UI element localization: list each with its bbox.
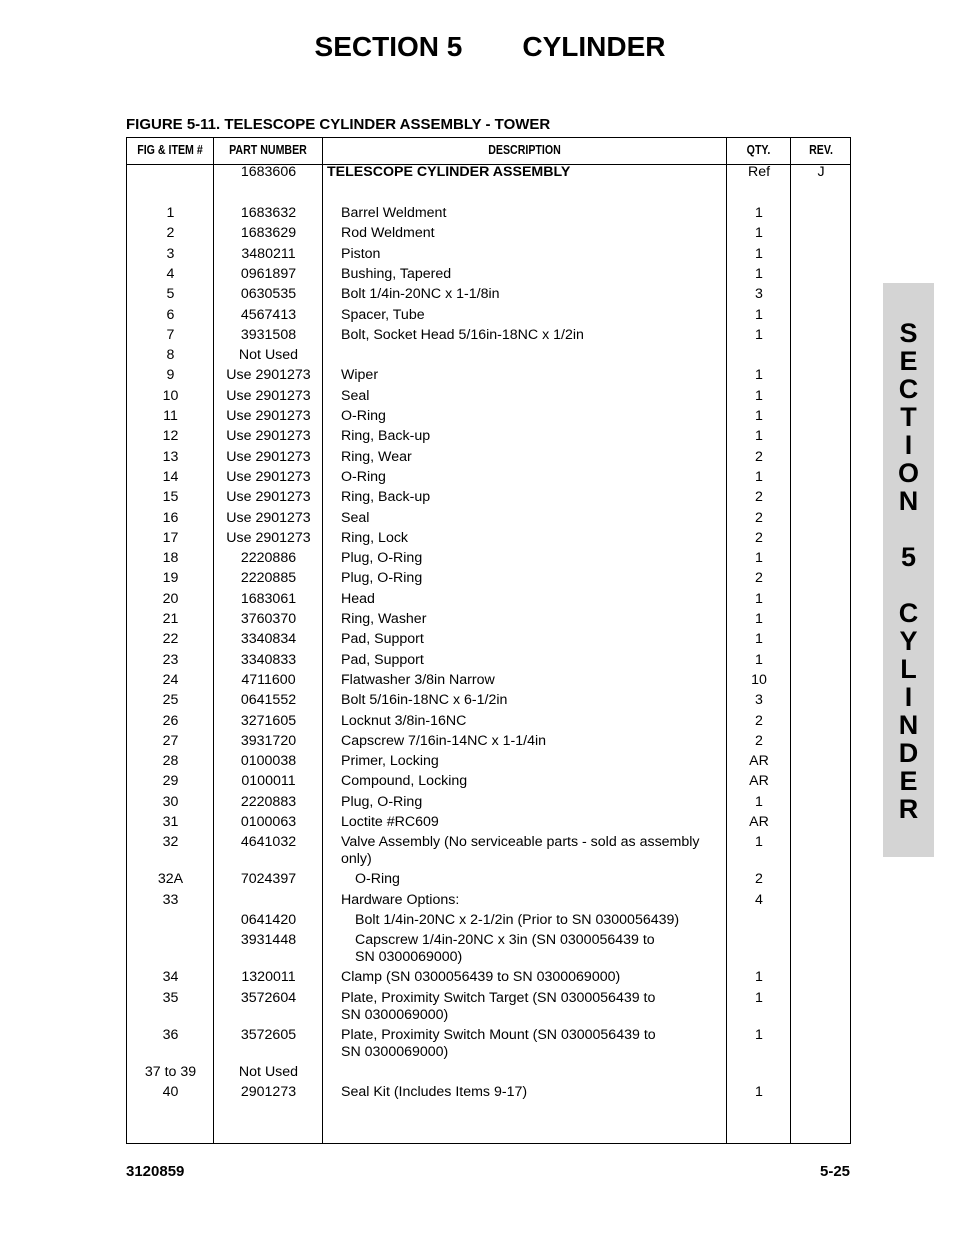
part-number: Use 2901273 xyxy=(226,529,311,546)
side-tab-letter: E xyxy=(899,766,918,796)
description: Clamp (SN 0300056439 to SN 0300069000) xyxy=(341,969,621,986)
quantity: 2 xyxy=(755,448,763,465)
item-number: 4 xyxy=(166,265,175,282)
side-tab-letter: E xyxy=(899,346,918,376)
part-number: 0100063 xyxy=(240,814,297,830)
assembly-part-number: 1683606 xyxy=(240,164,297,180)
part-number: 3760370 xyxy=(240,611,297,627)
part-number: 3572605 xyxy=(240,1026,297,1043)
side-tab-letter: Y xyxy=(899,626,918,656)
item-number: 32 xyxy=(162,834,179,851)
description xyxy=(355,932,715,966)
quantity: 2 xyxy=(755,489,763,506)
part-number: 3931508 xyxy=(240,326,297,343)
description: Compound, Locking xyxy=(341,773,468,790)
quantity: 2 xyxy=(755,570,763,587)
description: Head xyxy=(341,590,375,607)
item-number: 6 xyxy=(166,306,175,323)
section-name: CYLINDER xyxy=(522,31,666,62)
item-number: 11 xyxy=(163,408,178,424)
part-number: 3340834 xyxy=(240,631,297,648)
quantity: 1 xyxy=(755,1083,763,1100)
quantity: AR xyxy=(749,753,769,770)
description-continuation: only) xyxy=(341,851,372,868)
side-tab-letter: S xyxy=(899,318,918,348)
description: Barrel Weldment xyxy=(341,205,447,221)
document-number: 3120859 xyxy=(126,1163,185,1180)
section-label: SECTION 5 xyxy=(314,31,463,62)
part-number: Use 2901273 xyxy=(226,448,311,465)
assembly-rev: J xyxy=(817,164,825,180)
column-header-fig: FIG & ITEM # xyxy=(137,143,203,157)
quantity: 1 xyxy=(755,631,763,648)
side-tab-letter: R xyxy=(898,794,919,824)
part-number: Use 2901273 xyxy=(226,367,311,384)
part-number: 3572604 xyxy=(240,989,297,1006)
parts-table xyxy=(126,137,851,1144)
item-number: 29 xyxy=(162,773,179,790)
description: Plug, O-Ring xyxy=(341,570,423,587)
description: Ring, Back-up xyxy=(341,489,431,506)
item-number: 18 xyxy=(162,550,179,567)
item-number: 3 xyxy=(166,245,175,262)
description: Locknut 3/8in-16NC xyxy=(341,712,467,729)
assembly-description: TELESCOPE CYLINDER ASSEMBLY xyxy=(327,164,571,180)
description: Ring, Wear xyxy=(341,448,412,465)
description: Capscrew 7/16in-14NC x 1-1/4in xyxy=(341,732,547,749)
item-number: 24 xyxy=(162,671,179,688)
part-number: 1683061 xyxy=(240,590,297,607)
column-header-rev: REV. xyxy=(809,143,833,157)
part-number: Not Used xyxy=(238,1063,299,1080)
side-tab-letter: O xyxy=(897,458,919,488)
assembly-qty: Ref xyxy=(747,164,771,180)
quantity: 1 xyxy=(755,1026,763,1043)
description: Wiper xyxy=(341,367,379,384)
item-number: 7 xyxy=(166,326,175,343)
column-header-part: PART NUMBER xyxy=(229,143,307,157)
part-number: 4567413 xyxy=(240,306,297,323)
quantity: 2 xyxy=(755,871,763,888)
description: O-Ring xyxy=(355,871,400,888)
description: Piston xyxy=(341,245,381,262)
description xyxy=(341,834,721,868)
quantity: 1 xyxy=(755,387,763,404)
part-number: 3271605 xyxy=(240,712,297,729)
part-number: 2220886 xyxy=(240,550,297,567)
description: Seal xyxy=(341,509,370,526)
description: Bushing, Tapered xyxy=(341,265,452,282)
side-tab-letter: T xyxy=(900,402,917,432)
description: Ring, Back-up xyxy=(341,428,431,445)
quantity: 1 xyxy=(755,306,763,323)
part-number: Use 2901273 xyxy=(226,509,311,526)
item-number: 17 xyxy=(162,529,179,546)
description-continuation: SN 0300069000) xyxy=(341,1043,449,1060)
item-number: 15 xyxy=(162,489,179,506)
description: Rod Weldment xyxy=(341,225,435,242)
page-title xyxy=(0,31,954,63)
quantity: 1 xyxy=(755,611,763,627)
side-tab-letter: I xyxy=(904,430,913,460)
side-tab-letter: C xyxy=(898,598,919,628)
quantity: 1 xyxy=(755,834,763,851)
quantity: 10 xyxy=(751,671,767,688)
side-tab-letter: 5 xyxy=(900,542,917,572)
item-number: 30 xyxy=(162,793,179,810)
description: Plug, O-Ring xyxy=(341,550,423,567)
item-number: 26 xyxy=(162,712,179,729)
quantity: 4 xyxy=(755,891,763,908)
part-number: Use 2901273 xyxy=(226,428,311,445)
quantity: 1 xyxy=(755,265,763,282)
description-continuation: SN 0300069000) xyxy=(341,1006,449,1023)
item-number: 35 xyxy=(162,989,179,1006)
quantity: 1 xyxy=(755,651,763,668)
quantity: 1 xyxy=(755,205,763,221)
item-number: 25 xyxy=(162,692,179,709)
quantity: 1 xyxy=(755,969,763,986)
item-number: 8 xyxy=(166,347,175,364)
item-number: 34 xyxy=(162,969,179,986)
part-number: 0100011 xyxy=(241,773,296,790)
part-number: 0961897 xyxy=(240,265,297,282)
quantity: 1 xyxy=(755,326,763,343)
item-number: 31 xyxy=(162,814,179,830)
description: Ring, Washer xyxy=(341,611,427,627)
description xyxy=(341,990,721,1024)
quantity: 1 xyxy=(755,245,763,262)
item-number: 22 xyxy=(162,631,179,648)
part-number: 0630535 xyxy=(240,286,297,303)
part-number: 7024397 xyxy=(240,871,297,888)
description: Primer, Locking xyxy=(341,753,439,770)
part-number: 1320011 xyxy=(241,969,296,986)
part-number: Not Used xyxy=(238,347,299,364)
quantity: 3 xyxy=(755,692,763,709)
part-number: 1683629 xyxy=(240,225,297,242)
side-tab-letter: D xyxy=(898,738,919,768)
part-number: 1683632 xyxy=(240,205,297,221)
description: Bolt, Socket Head 5/16in-18NC x 1/2in xyxy=(341,326,584,343)
quantity: 3 xyxy=(755,286,763,303)
item-number: 28 xyxy=(162,753,179,770)
part-number: 0641552 xyxy=(240,692,297,709)
part-number: 2220885 xyxy=(240,570,297,587)
part-number: 2220883 xyxy=(240,793,297,810)
description: Bolt 5/16in-18NC x 6-1/2in xyxy=(341,692,508,709)
part-number: 3931448 xyxy=(240,932,297,949)
description: O-Ring xyxy=(341,468,386,485)
item-number: 5 xyxy=(166,286,175,303)
description: Seal xyxy=(341,387,370,404)
column-header-qty: QTY. xyxy=(746,143,771,157)
description: Loctite #RC609 xyxy=(341,814,439,830)
side-tab-letter: L xyxy=(900,654,917,684)
description: Plug, O-Ring xyxy=(341,793,423,810)
description: Bolt 1/4in-20NC x 2-1/2in (Prior to SN 0300056439) xyxy=(355,911,680,928)
description-line: Plate, Proximity Switch Mount (SN 0300056439 to xyxy=(341,1026,656,1043)
item-number: 37 to 39 xyxy=(144,1063,197,1080)
description: Seal Kit (Includes Items 9-17) xyxy=(341,1083,528,1100)
description: Pad, Support xyxy=(341,651,424,668)
description: Flatwasher 3/8in Narrow xyxy=(341,671,495,688)
item-number: 14 xyxy=(162,468,179,485)
item-number: 20 xyxy=(162,590,179,607)
quantity: 1 xyxy=(755,367,763,384)
side-tab-letter: N xyxy=(898,486,919,516)
description: Ring, Lock xyxy=(341,529,409,546)
page-number: 5-25 xyxy=(820,1163,851,1180)
item-number: 9 xyxy=(166,367,175,384)
item-number: 13 xyxy=(162,448,179,465)
quantity: 1 xyxy=(755,590,763,607)
item-number: 32A xyxy=(157,871,184,888)
column-header-description: DESCRIPTION xyxy=(488,143,561,157)
part-number: 0100038 xyxy=(240,753,297,770)
description: Hardware Options: xyxy=(341,891,460,908)
quantity: 1 xyxy=(755,225,763,242)
part-number: 3340833 xyxy=(240,651,297,668)
quantity: AR xyxy=(749,773,769,790)
item-number: 40 xyxy=(162,1083,179,1100)
part-number: Use 2901273 xyxy=(226,489,311,506)
figure-title: FIGURE 5-11. TELESCOPE CYLINDER ASSEMBLY - TOWER xyxy=(126,116,551,133)
description: Bolt 1/4in-20NC x 1-1/8in xyxy=(341,286,500,303)
description: Pad, Support xyxy=(341,631,424,648)
part-number: 4641032 xyxy=(240,834,297,851)
quantity: 1 xyxy=(755,468,763,485)
description-line: Capscrew 1/4in-20NC x 3in (SN 0300056439 to xyxy=(355,932,655,949)
description: Spacer, Tube xyxy=(341,306,425,323)
part-number: 4711600 xyxy=(241,671,296,688)
part-number: 2901273 xyxy=(240,1083,297,1100)
part-number: 0641420 xyxy=(240,911,297,928)
description-line: Plate, Proximity Switch Target (SN 0300056439 to xyxy=(341,989,656,1006)
quantity: 2 xyxy=(755,732,763,749)
quantity: 1 xyxy=(755,550,763,567)
part-number: 3931720 xyxy=(240,732,297,749)
quantity: 2 xyxy=(755,712,763,729)
side-tab-letter: N xyxy=(898,710,919,740)
item-number: 12 xyxy=(162,428,179,445)
quantity: 1 xyxy=(755,428,763,445)
item-number: 27 xyxy=(162,732,179,749)
quantity: AR xyxy=(749,814,769,830)
part-number: Use 2901273 xyxy=(226,468,311,485)
quantity: 2 xyxy=(755,509,763,526)
description xyxy=(341,1027,721,1061)
item-number: 21 xyxy=(162,611,179,627)
description: O-Ring xyxy=(341,408,386,424)
quantity: 1 xyxy=(755,408,763,424)
quantity: 1 xyxy=(755,793,763,810)
part-number: Use 2901273 xyxy=(226,408,311,424)
quantity: 2 xyxy=(755,529,763,546)
item-number: 33 xyxy=(162,891,179,908)
quantity: 1 xyxy=(755,989,763,1006)
item-number: 16 xyxy=(162,509,179,526)
item-number: 1 xyxy=(166,205,175,221)
part-number: Use 2901273 xyxy=(226,387,311,404)
description-continuation: SN 0300069000) xyxy=(355,949,463,966)
item-number: 19 xyxy=(162,570,179,587)
item-number: 36 xyxy=(162,1026,179,1043)
part-number: 3480211 xyxy=(241,245,296,262)
section-side-tab xyxy=(883,283,934,857)
description-line: Valve Assembly (No serviceable parts - sold as assembly xyxy=(341,834,700,851)
item-number: 2 xyxy=(166,225,175,242)
side-tab-letter: C xyxy=(898,374,919,404)
item-number: 23 xyxy=(162,651,179,668)
side-tab-letter: I xyxy=(904,682,913,712)
item-number: 10 xyxy=(162,387,179,404)
